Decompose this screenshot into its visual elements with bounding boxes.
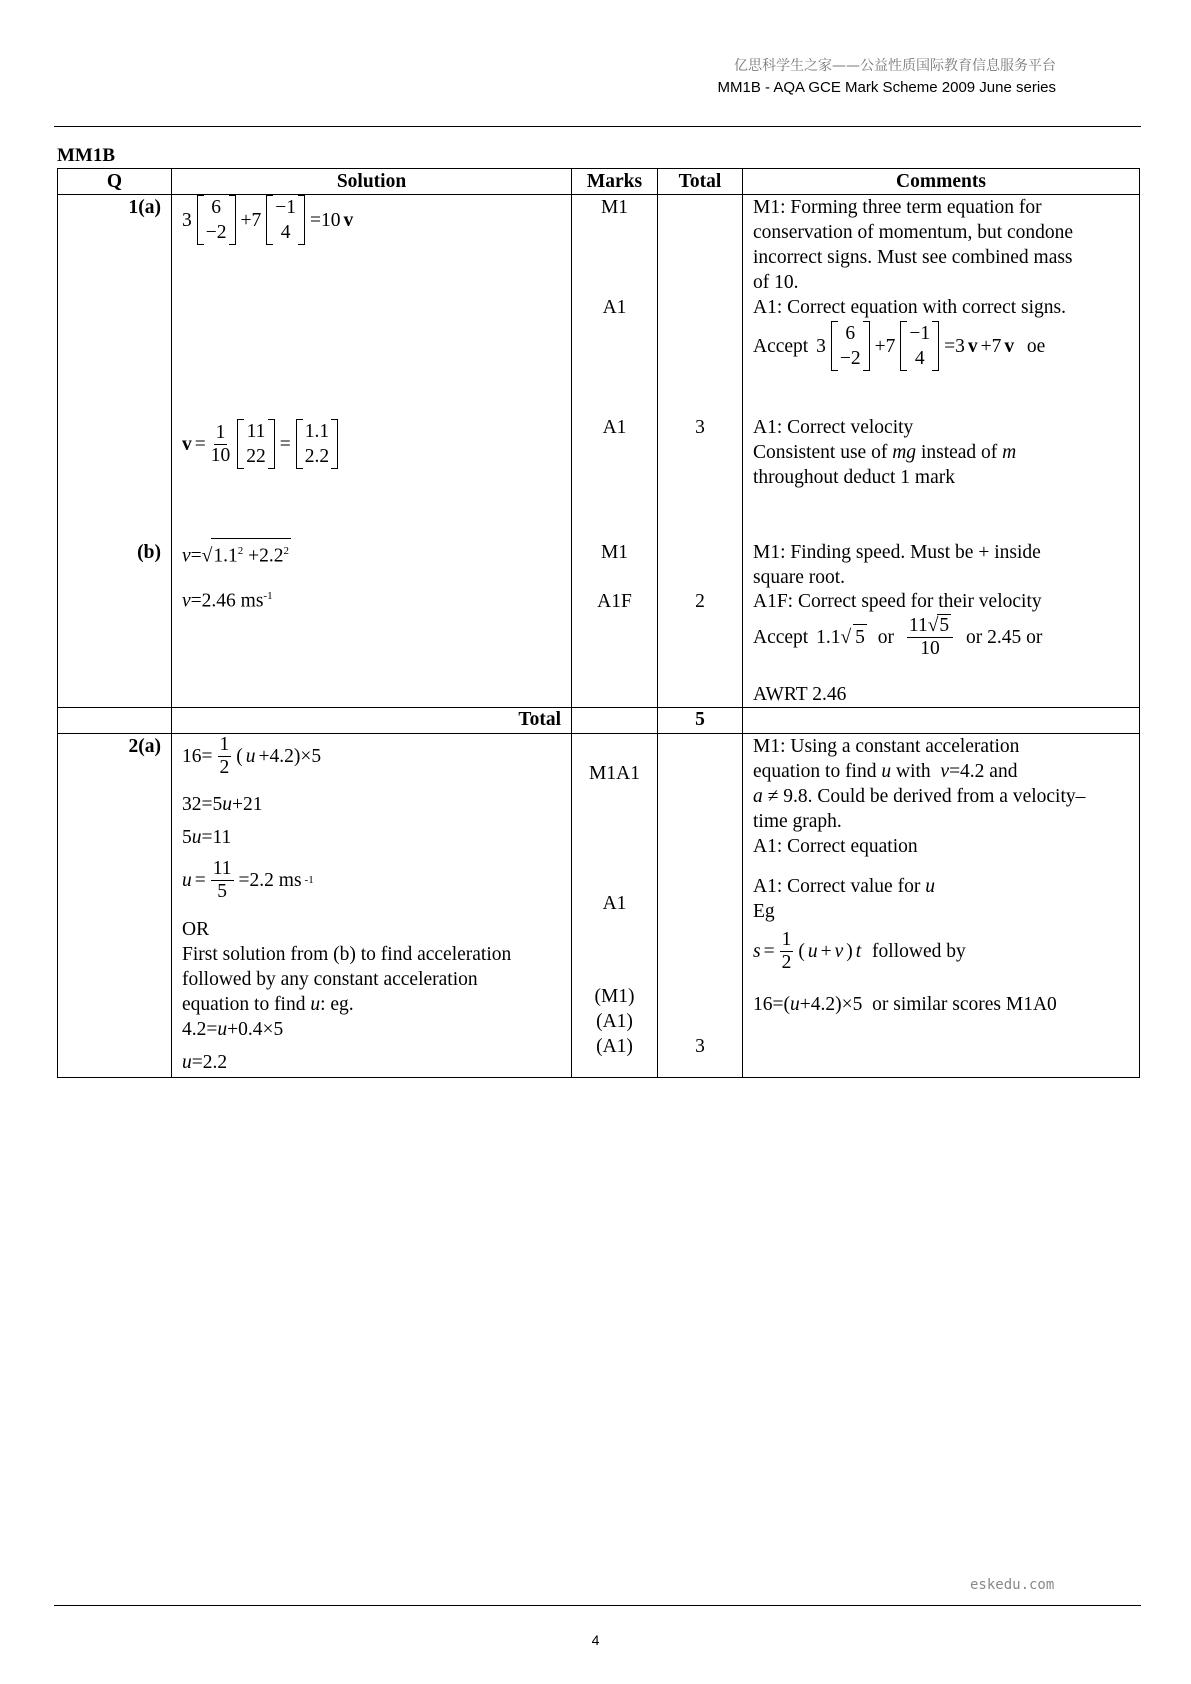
comment-1a-line5: A1: Correct equation with correct signs. [753,297,1066,318]
solution-2a-or: OR [182,919,210,940]
col-header-marks: Marks [572,169,658,195]
comment-2a-line7: Eg [753,901,775,922]
solution-2a-eq5: 4.2=u+0.4×5 [182,1019,284,1040]
comment-2a-line1: M1: Using a constant acceleration [753,736,1020,757]
question-2-row [58,734,1140,1078]
solution-velocity-vector: v = 1 10 11 22 = 1.1 2.2 [182,417,340,471]
comment-2a-similar: 16=(u+4.2)×5 or similar scores M1A0 [753,994,1057,1015]
table-header-row [58,169,1140,195]
comment-1a-line1: M1: Forming three term equation for [753,197,1042,218]
col-header-q: Q [58,169,172,195]
comment-1b-line1: M1: Finding speed. Must be + inside [753,542,1041,563]
page-number: 4 [591,1632,600,1648]
q-label-1a: 1(a) [128,197,161,218]
doc-title: MM1B - AQA GCE Mark Scheme 2009 June series [717,79,1056,96]
comment-2a-line5: A1: Correct equation [753,836,918,857]
comment-2a-line4: time graph. [753,811,842,832]
section-title: MM1B [57,145,116,166]
site-header: 亿思科学生之家——公益性质国际教育信息服务平台 [734,58,1056,74]
comment-1a-line4: of 10. [753,272,799,293]
total-label: Total [172,708,572,734]
mark-1a-m1: M1 [600,197,629,218]
solution-2a-text1: First solution from (b) to find acceleration [182,944,512,965]
comment-1a-consistent: Consistent use of mg instead of m [753,442,1017,463]
solution-2a-text2: followed by any constant acceleration [182,969,478,990]
solution-2a-eq6: u=2.2 [182,1052,228,1073]
comment-1a-accept: Accept 3 6 −2 +7 −1 4 =3 v +7 v oe [753,319,1045,373]
comment-1b-accept: Accept 1.1√ 5 or 11√5 10 or 2.45 or [753,615,1043,659]
mark-2a-alt-a1-2: (A1) [596,1036,633,1057]
watermark: eskedu.com [970,1577,1055,1593]
solution-momentum-equation: 3 6 −2 +7 −1 4 =10 v [182,193,353,247]
mark-1b-m1: M1 [600,542,629,563]
total-2a: 3 [695,1036,705,1057]
mark-1a-a1: A1 [602,297,627,318]
comment-1a-line2: conservation of momentum, but condone [753,222,1074,243]
comment-2a-line2: equation to find u with v=4.2 and [753,761,1018,782]
total-value: 5 [658,708,743,734]
col-header-comments: Comments [743,169,1140,195]
col-header-solution: Solution [172,169,572,195]
total-1b: 2 [695,591,705,612]
total-1a: 3 [695,417,705,438]
question-1-row [58,195,1140,708]
comment-1b-line3: A1F: Correct speed for their velocity [753,591,1042,612]
comment-2a-suvat: s = 1 2 ( u + v ) t followed by [753,929,966,973]
q-label-1b: (b) [137,542,161,563]
solution-2a-eq1: 16= 1 2 ( u +4.2)×5 [182,734,322,778]
solution-speed-value: v=2.46 $ms^{-1}$ [182,590,273,612]
comment-1b-line2: square root. [753,567,846,588]
solution-2a-text3: equation to find u: eg. [182,994,354,1015]
comment-2a-line3: a ≠ 9.8. Could be derived from a velocity– [753,786,1086,807]
solution-2a-eq4: u = 11 5 =2.2 ms -1 [182,858,314,902]
solution-2a-eq2: 32=5u+21 [182,794,263,815]
header-rule [54,126,1141,127]
total-row [58,708,1140,734]
mark-2a-alt-a1: (A1) [596,1011,633,1032]
mark-scheme-table [57,168,1140,1078]
solution-2a-eq3: 5u=11 [182,827,232,848]
mark-2a-alt-m1: (M1) [594,986,635,1007]
mark-2a-a1: A1 [602,893,627,914]
comment-2a-line6: A1: Correct value for u [753,876,935,897]
comment-1a-line3: incorrect signs. Must see combined mass [753,247,1073,268]
comment-1a-deduct: throughout deduct 1 mark [753,467,955,488]
comment-1b-awrt: AWRT 2.46 [753,684,847,705]
q-label-2a: 2(a) [128,736,161,757]
solution-speed-root: $v=√1.1^2 +2.2^2$ [182,538,291,569]
mark-2a-m1a1: M1A1 [589,763,640,784]
mark-1b-a1f: A1F [597,591,632,612]
comment-1a-velocity: A1: Correct velocity [753,417,914,438]
col-header-total: Total [658,169,743,195]
mark-1a-a1-velocity: A1 [602,417,627,438]
footer-rule [54,1605,1141,1606]
